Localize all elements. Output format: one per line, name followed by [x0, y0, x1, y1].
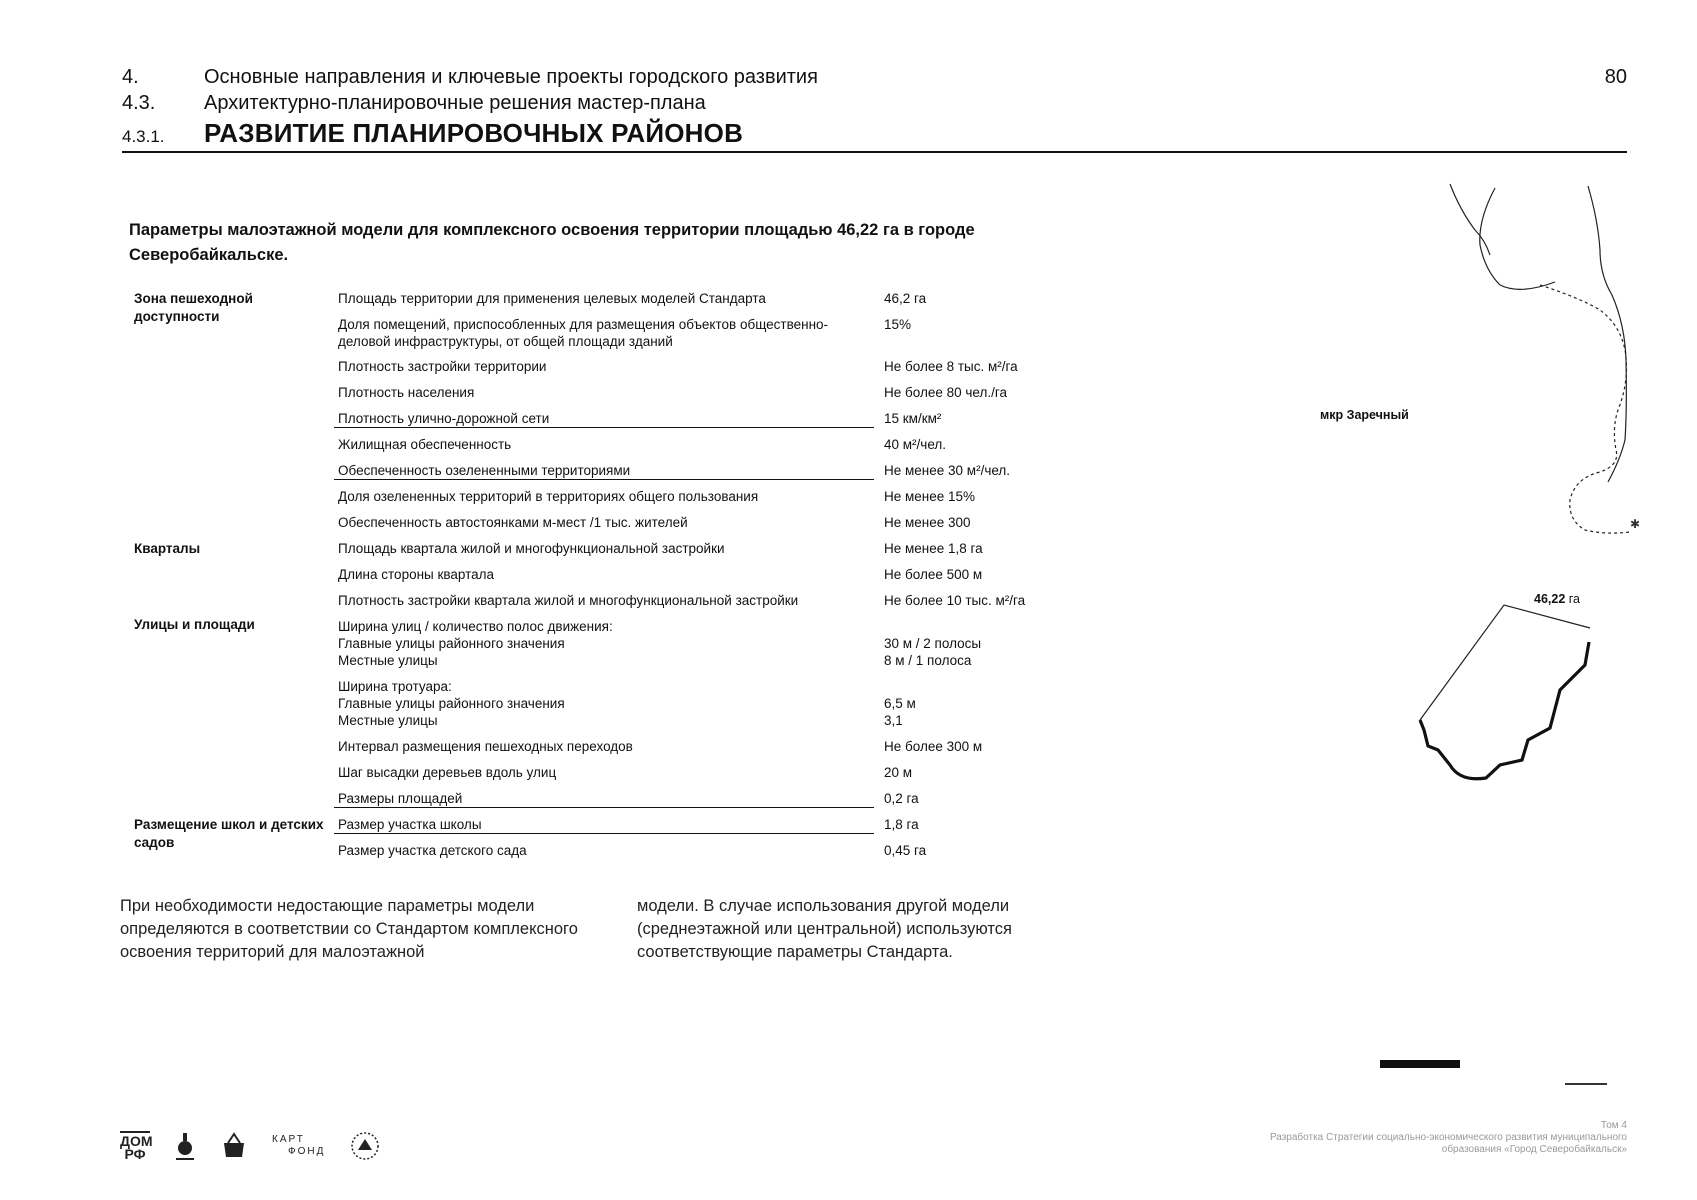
param-name: Ширина улиц / количество полос движения: Главные улицы районного значения Местные улицы — [338, 619, 613, 668]
section-number: 4. — [122, 66, 139, 88]
river-line — [1480, 188, 1555, 289]
param-name: Шаг высадки деревьев вдоль улиц — [338, 765, 557, 780]
river-line — [1588, 186, 1626, 482]
zone-label: Кварталы — [134, 541, 201, 556]
param-name: Длина стороны квартала — [338, 567, 495, 582]
param-name: Плотность застройки квартала жилой и многофункциональной застройки — [338, 593, 799, 608]
param-value: Не менее 300 — [884, 515, 971, 530]
city-seal-icon — [349, 1130, 381, 1162]
param-name: Площадь территории для применения целевых моделей Стандарта — [338, 291, 766, 306]
section-heading-3 — [122, 118, 1627, 153]
param-value: Не менее 1,8 га — [884, 541, 983, 556]
partner-logos — [120, 1130, 381, 1162]
param-value: 40 м²/чел. — [884, 437, 947, 452]
param-name: Размер участка детского сада — [338, 843, 527, 858]
footnote-column-2: модели. В случае использования другой модели (среднеэтажной или центральной) используются соответствующие параметры Стандарта. — [637, 897, 1012, 961]
map-scale-bar — [1380, 1060, 1460, 1068]
param-value: Не более 500 м — [884, 567, 983, 582]
param-name: Размер участка школы — [334, 816, 874, 834]
document-title: образования «Город Северобайкальск» — [1441, 1144, 1627, 1155]
param-name: Доля озелененных территорий в территориях общего пользования — [338, 489, 759, 504]
site-boundary-thick — [1420, 642, 1589, 779]
param-name: Ширина тротуара: Главные улицы районного значения Местные улицы — [338, 679, 565, 728]
site-boundary-thin — [1420, 605, 1590, 720]
river-line — [1450, 184, 1490, 255]
north-arrow-line — [1565, 1083, 1607, 1085]
zone-label: Размещение школ и детских садов — [134, 817, 324, 850]
site-area-unit: га — [1568, 592, 1581, 606]
param-name: Обеспеченность автостоянками м-мест /1 тыс. жителей — [338, 515, 688, 530]
site-area-label — [1534, 592, 1580, 606]
zone-label: Улицы и площади — [134, 617, 255, 632]
dom-rf-logo-text: ДОМ — [120, 1133, 153, 1149]
param-name: Жилищная обеспеченность — [338, 437, 512, 452]
param-value: 46,2 га — [884, 291, 927, 306]
param-value: Не более 80 чел./га — [884, 385, 1007, 400]
param-name: Площадь квартала жилой и многофункциональной застройки — [338, 541, 725, 556]
dom-rf-logo-text: РФ — [124, 1146, 146, 1162]
param-value: Не более 300 м — [884, 739, 983, 754]
document-info — [1147, 1120, 1627, 1156]
param-value: 0,45 га — [884, 843, 927, 858]
param-value: 0,2 га — [884, 791, 919, 806]
kart-fond-logo-text: ФОНД — [288, 1146, 326, 1157]
page-number: 80 — [1604, 66, 1627, 88]
param-name: Интервал размещения пешеходных переходов — [338, 739, 633, 754]
kart-fond-logo-text: КАРТ — [272, 1134, 305, 1145]
kart-fond-logo — [272, 1134, 325, 1158]
site-area-value: 46,22 — [1534, 592, 1566, 606]
page-title: РАЗВИТИЕ ПЛАНИРОВОЧНЫХ РАЙОНОВ — [204, 118, 744, 148]
param-value: 30 м / 2 полосы 8 м / 1 полоса — [884, 636, 982, 668]
footnote-column-1: При необходимости недостающие параметры модели определяются в соответствии со Стандартом комплексного освоения территорий для малоэтажной — [120, 897, 578, 961]
section-title: Архитектурно-планировочные решения мастер-плана — [204, 92, 706, 114]
param-name: Размеры площадей — [334, 790, 874, 808]
param-value: 1,8 га — [884, 817, 919, 832]
river-line — [1540, 285, 1630, 533]
zone-label: Зона пешеходной доступности — [134, 291, 253, 324]
map-marker: ✱ — [1630, 517, 1641, 531]
section-heading-2 — [122, 92, 1627, 115]
param-name: Обеспеченность озелененными территориями — [334, 462, 874, 480]
param-name: Доля помещений, приспособленных для размещения объектов общественно-деловой инфраструктуры, от общей площади зданий — [338, 317, 829, 349]
param-value: 15% — [884, 317, 912, 332]
site-map — [1300, 160, 1697, 920]
district-label: мкр Заречный — [1320, 408, 1409, 422]
dom-rf-logo — [120, 1131, 153, 1162]
coat-of-arms-icon — [220, 1131, 248, 1161]
param-name: Плотность улично-дорожной сети — [334, 410, 874, 428]
emblem-icon — [174, 1131, 196, 1161]
param-name: Плотность населения — [338, 385, 475, 400]
param-value: 6,5 м 3,1 — [884, 696, 916, 728]
document-volume: Том 4 — [1600, 1120, 1627, 1131]
section-number: 4.3.1. — [122, 127, 165, 146]
section-title: Основные направления и ключевые проекты городского развития — [204, 66, 818, 88]
section-number: 4.3. — [122, 92, 156, 114]
param-value: Не более 8 тыс. м²/га — [884, 359, 1018, 374]
param-value: Не более 10 тыс. м²/га — [884, 593, 1026, 608]
document-title: Разработка Стратегии социально-экономического развития муниципального — [1269, 1132, 1627, 1143]
param-value: 20 м — [884, 765, 913, 780]
param-value: 15 км/км² — [884, 411, 942, 426]
section-heading-1 — [122, 66, 1627, 89]
param-value: Не менее 15% — [884, 489, 976, 504]
param-value: Не менее 30 м²/чел. — [884, 463, 1011, 478]
param-name: Плотность застройки территории — [338, 359, 547, 374]
table-caption: Параметры малоэтажной модели для комплексного освоения территории площадью 46,22 га в городе Северобайкальске. — [129, 221, 975, 264]
